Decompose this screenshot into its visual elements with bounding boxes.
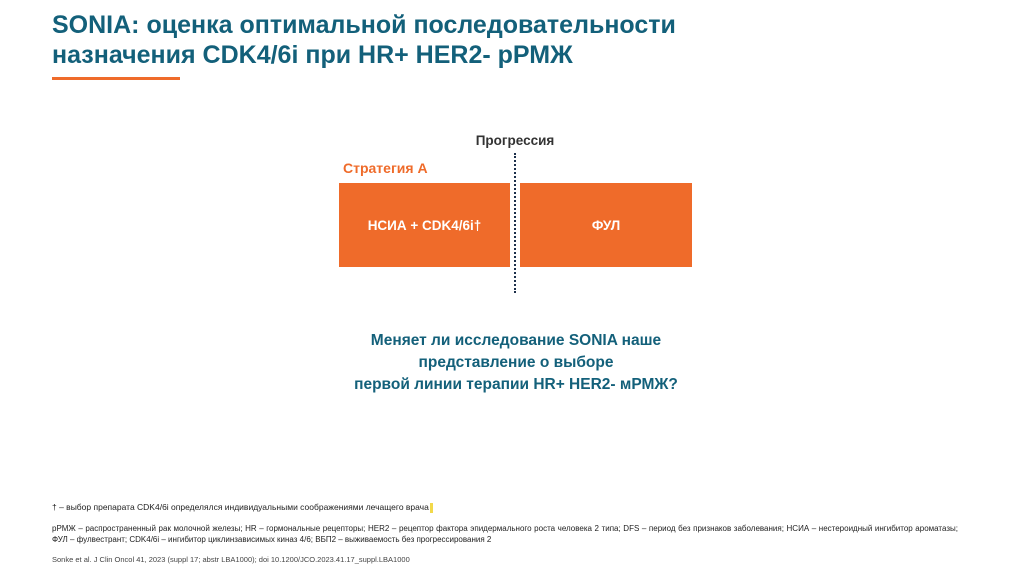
fulvestrant-box-label: ФУЛ — [591, 217, 621, 233]
progression-divider-line — [514, 153, 516, 293]
title-line-2: назначения CDK4/6i при HR+ HER2- рРМЖ — [52, 41, 573, 69]
slide-title — [52, 10, 952, 70]
title-underline — [52, 77, 180, 80]
ai-cdk46i-box-label: НСИА + CDK4/6i† — [367, 217, 482, 233]
fulvestrant-box — [520, 183, 692, 267]
reference-citation: Sonke et al. J Clin Oncol 41, 2023 (suppl 17; abstr LBA1000); doi 10.1200/JCO.2023.41.17_suppl.LBA1000 — [52, 555, 410, 564]
title-line-1: SONIA: оценка оптимальной последовательности — [52, 11, 676, 39]
question-line-3: первой линии терапии HR+ HER2- мРМЖ? — [354, 376, 678, 393]
question-line-2: представление о выборе — [418, 354, 614, 371]
cursor-mark — [430, 503, 433, 513]
progression-label: Прогрессия — [475, 133, 555, 148]
question-line-1: Меняет ли исследование SONIA наше — [370, 332, 662, 349]
dagger-footnote-text: † – выбор препарата CDK4/6i определялся индивидуальными соображениями лечащего врача — [52, 502, 429, 512]
ai-cdk46i-box — [339, 183, 510, 267]
abbreviations-footnote: рРМЖ – распространенный рак молочной железы; HR – гормональные рецепторы; HER2 – рецептор фактора эпидермального роста человека 2 типа; DFS – период без признаков заболевания; НСИА – нестероидный ингибитор ароматазы; ФУЛ – фулвестрант; CDK4/6i – ингибитор циклинзависимых киназ 4/6; ВБП2 – выживаемость без прогрессирования 2 — [52, 524, 958, 544]
question-text — [300, 330, 732, 396]
strategy-a-label: Стратегия А — [343, 160, 428, 176]
dagger-footnote — [52, 502, 433, 513]
